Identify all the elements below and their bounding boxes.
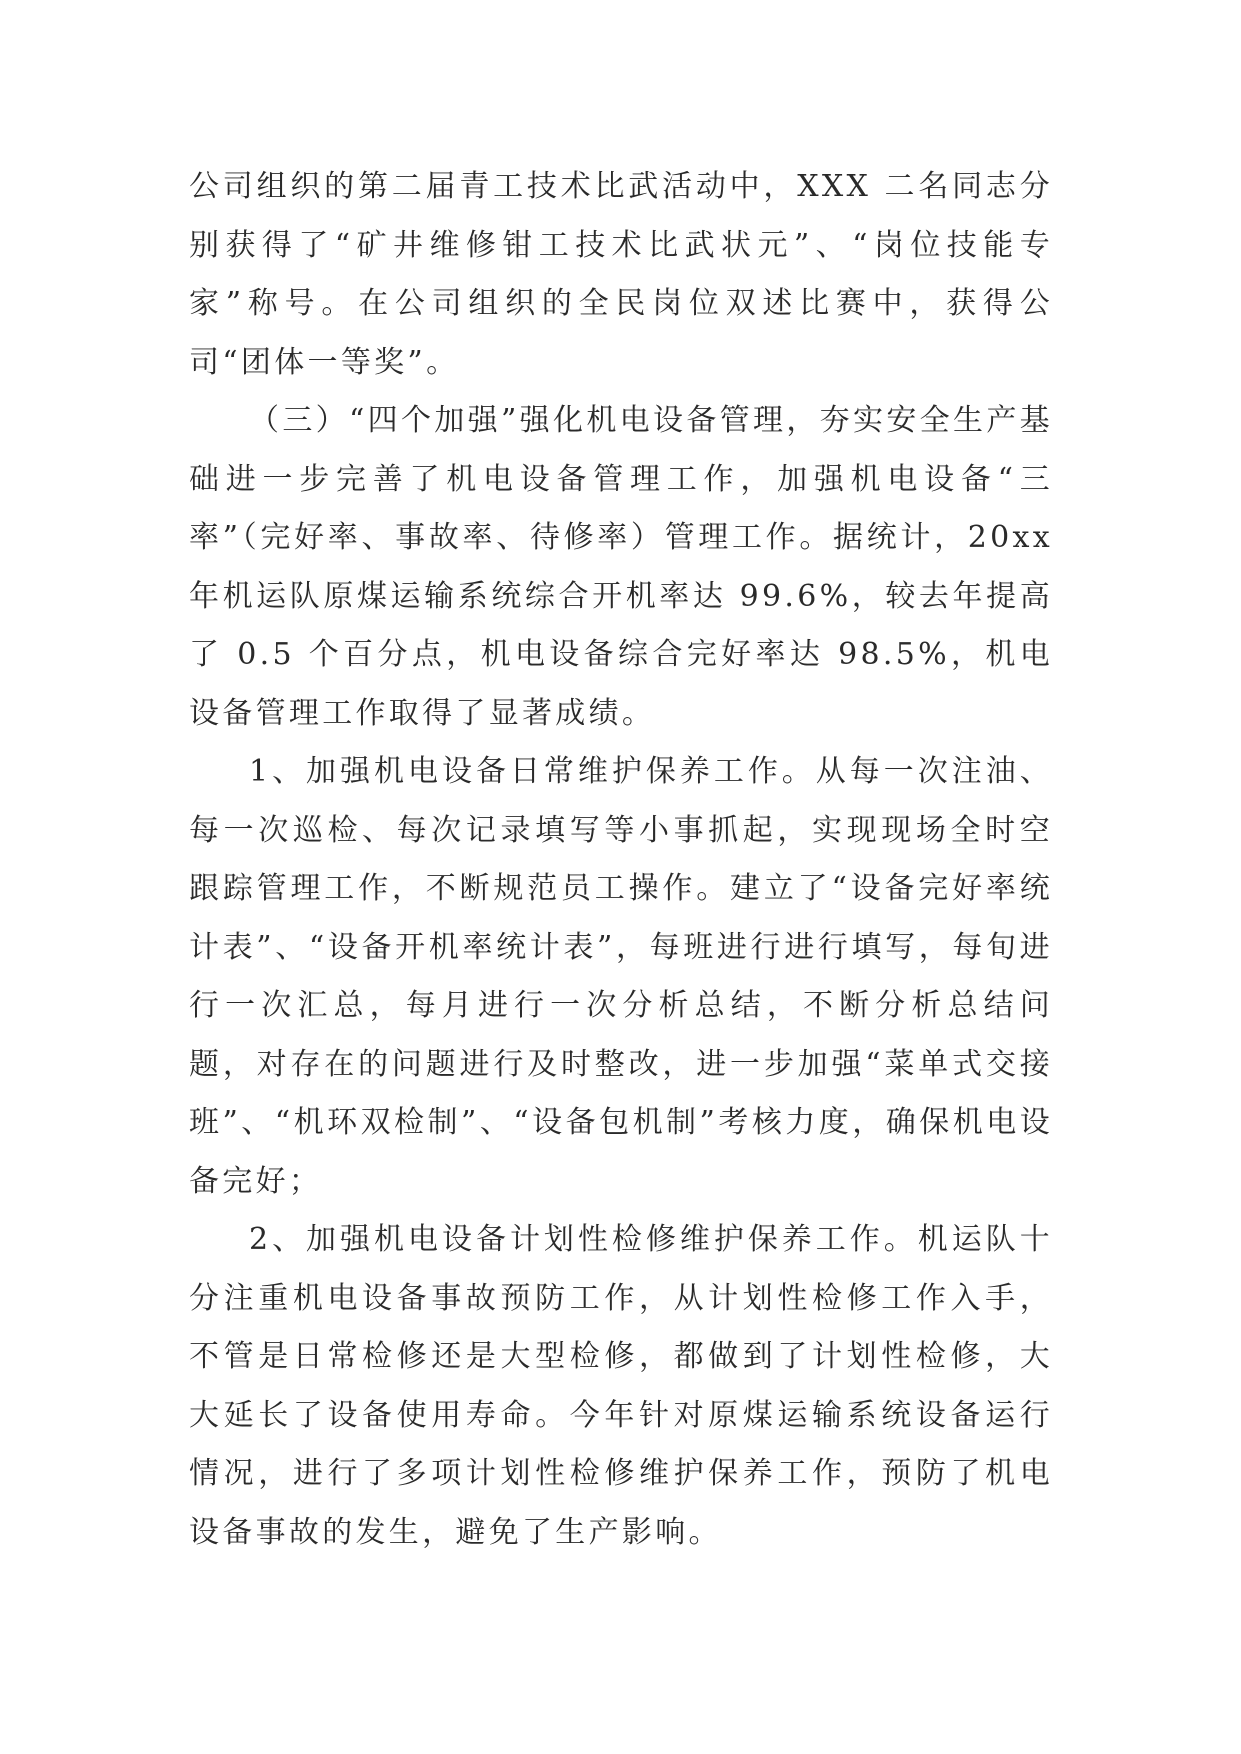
paragraph-award-continuation: 公司组织的第二届青工技术比武活动中，XXX 二名同志分别获得了“矿井维修钳工技术比武状元”、“岗位技能专家”称号。在公司组织的全民岗位双述比赛中，获得公司“团体一等奖”。 xyxy=(189,169,1053,380)
document-body xyxy=(189,158,1053,1562)
paragraph-item-one: 1、加强机电设备日常维护保养工作。从每一次注油、每一次巡检、每次记录填写等小事抓起，实现现场全时空跟踪管理工作，不断规范员工操作。建立了“设备完好率统计表”、“设备开机率统计表”，每班进行进行填写，每旬进行一次汇总，每月进行一次分析总结，不断分析总结问题，对存在的问题进行及时整改，进一步加强“菜单式交接班”、“机环双检制”、“设备包机制”考核力度，确保机电设备完好； xyxy=(189,754,1053,1199)
paragraph-item-two: 2、加强机电设备计划性检修维护保养工作。机运队十分注重机电设备事故预防工作，从计划性检修工作入手，不管是日常检修还是大型检修，都做到了计划性检修，大大延长了设备使用寿命。今年针对原煤运输系统设备运行情况，进行了多项计划性检修维护保养工作，预防了机电设备事故的发生，避免了生产影响。 xyxy=(189,1222,1053,1550)
paragraph-section-three: （三）“四个加强”强化机电设备管理，夯实安全生产基础进一步完善了机电设备管理工作，加强机电设备“三率”（完好率、事故率、待修率）管理工作。据统计，20xx 年机运队原煤运输系统综合开机率达 99.6%，较去年提高了 0.5 个百分点，机电设备综合完好率达 98.5%，机电设备管理工作取得了显著成绩。 xyxy=(189,403,1053,731)
